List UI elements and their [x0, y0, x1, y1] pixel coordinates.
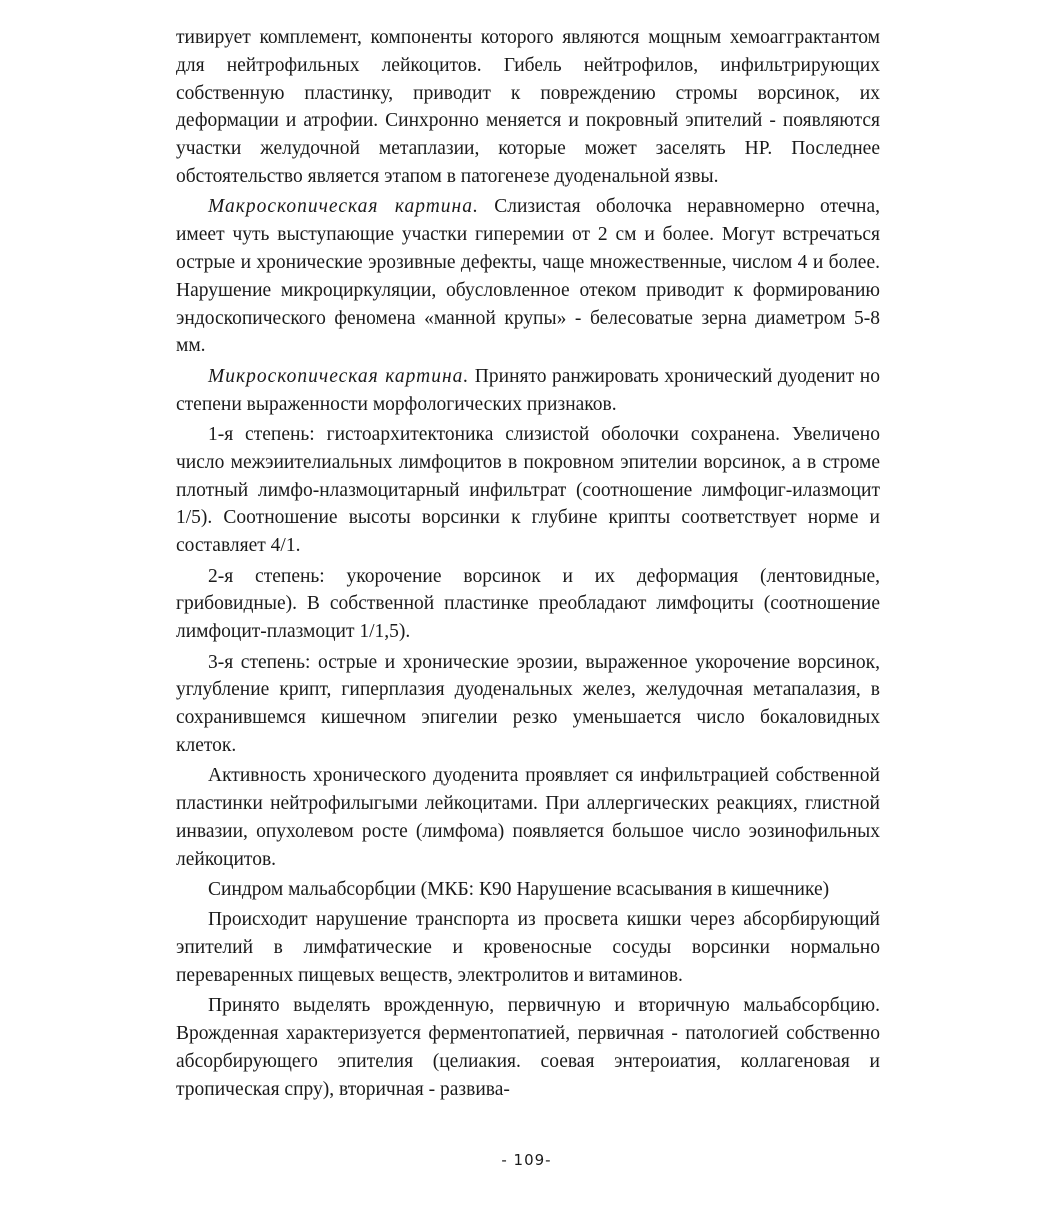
paragraph-4	[176, 421, 880, 560]
page-number: - 109-	[501, 1151, 552, 1169]
paragraph-lead: Микроскопическая картина.	[208, 365, 470, 387]
paragraph-text: тивирует комплемент, компоненты которого являются мощным хемоагграктантом для нейтрофильных лейкоцитов. Гибель нейтрофилов, инфильтрирующих собственную пластинку, приводит к повреждению стромы ворсинок, их деформации и атрофии. Синхронно меняется и покровный эпителий - появляются участки желудочной метаплазии, которые может заселять HP. Последнее обстоятельство является этапом в патогенезе дуоденальной язвы.	[176, 27, 880, 187]
paragraph-text: 2-я степень: укорочение ворсинок и их деформация (лентовидные, грибовидные). В собственной пластинке преобладают лимфоциты (соотношение лимфоцит-плазмоцит 1/1,5).	[176, 565, 880, 643]
paragraph-10	[176, 992, 880, 1103]
paragraph-text: Принято ранжировать хронический дуоденит но степени выраженности морфологических признаков.	[176, 365, 880, 415]
paragraph-7	[176, 762, 880, 873]
paragraph-text: Активность хронического дуоденита проявляет ся инфильтрацией собственной пластинки нейтрофилыгыми лейкоцитами. При аллергических реакциях, глистной инвазии, опухолевом росте (лимфома) появляется большое число эозинофильных лейкоцитов.	[176, 765, 880, 870]
paragraph-8	[176, 876, 880, 904]
paragraph-text: Слизистая оболочка неравномерно отечна, имеет чуть выступающие участки гиперемии от 2 см и более. Могут встречаться острые и хронические эрозивные дефекты, чаще множественные, числом 4 и более. Нарушение микроциркуляции, обусловленное отеком приводит к формированию эндоскопического феномена «манной крупы» - белесоватые зерна диаметром 5-8 мм.	[176, 196, 880, 357]
paragraph-text: Происходит нарушение транспорта из просвета кишки через абсорбирующий эпителий в лимфатические и кровеносные сосуды ворсинки нормально переваренных пищевых веществ, электролитов и витаминов.	[176, 909, 880, 987]
paragraph-5	[176, 563, 880, 646]
paragraph-3	[176, 363, 880, 419]
paragraph-9	[176, 906, 880, 989]
paragraph-2	[176, 193, 880, 360]
paragraph-lead: Макроскопическая картина.	[208, 196, 479, 218]
page-body	[176, 24, 880, 1104]
paragraph-1	[176, 24, 880, 191]
paragraph-text: 1-я степень: гистоархитектоника слизистой оболочки сохранена. Увеличено число межэиителиальных лимфоцитов в покровном эпителии ворсинок, а в строме плотный лимфо-нлазмоцитарный инфильтрат (соотношение лимфоциг-илазмоцит 1/5). Соотношение высоты ворсинки к глубине крипты соответствует норме и составляет 4/1.	[176, 423, 880, 557]
paragraph-text: Принято выделять врожденную, первичную и вторичную мальабсорбцию. Врожденная характеризуется ферментопатией, первичная - патологией собственно абсорбирующего эпителия (целиакия. соевая энтероиатия, коллагеновая и тропическая спру), вторичная - развива-	[176, 995, 880, 1100]
paragraph-6	[176, 649, 880, 760]
paragraph-text: 3-я степень: острые и хронические эрозии, выраженное укорочение ворсинок, углубление крипт, гиперплазия дуоденальных желез, желудочная метапалазия, в сохранившемся кишечном эпигелии резко уменьшается число бокаловидных клеток.	[176, 651, 880, 756]
paragraph-text: Синдром мальабсорбции (МКБ: К90 Нарушение всасывания в кишечнике)	[208, 879, 830, 901]
